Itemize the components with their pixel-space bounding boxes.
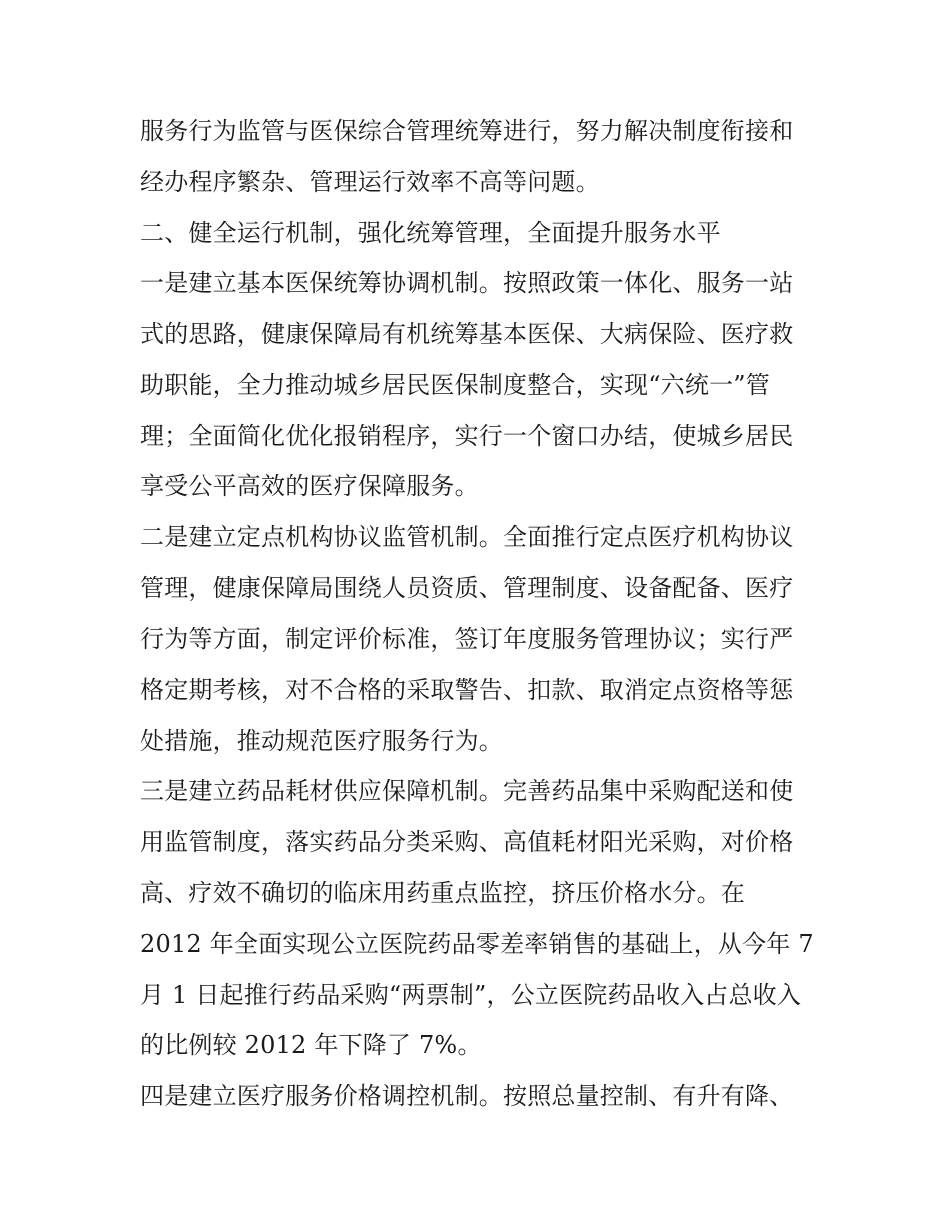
text-line: 助职能，全力推动城乡居民医保制度整合，实现“六统一”管 bbox=[140, 371, 770, 399]
text-line: 式的思路，健康保障局有机统筹基本医保、大病保险、医疗救 bbox=[140, 320, 794, 348]
text-line: 理；全面简化优化报销程序，实行一个窗口办结，使城乡居民 bbox=[140, 422, 794, 450]
section-heading: 二、健全运行机制，强化统筹管理，全面提升服务水平 bbox=[140, 219, 721, 247]
text-line: 服务行为监管与医保综合管理统筹进行，努力解决制度衔接和 bbox=[140, 117, 794, 145]
text-line: 处措施，推动规范医疗服务行为。 bbox=[140, 727, 503, 755]
text-line: 用监管制度，落实药品分类采购、高值耗材阳光采购，对价格 bbox=[140, 828, 794, 856]
text-line: 格定期考核，对不合格的采取警告、扣款、取消定点资格等惩 bbox=[140, 676, 794, 704]
text-line: 四是建立医疗服务价格调控机制。按照总量控制、有升有降、 bbox=[140, 1082, 794, 1110]
text-line: 享受公平高效的医疗保障服务。 bbox=[140, 472, 479, 500]
text-line: 三是建立药品耗材供应保障机制。完善药品集中采购配送和使 bbox=[140, 777, 794, 805]
text-line: 的比例较 2012 年下降了 7%。 bbox=[140, 1031, 482, 1059]
text-line: 行为等方面，制定评价标准，签订年度服务管理协议；实行严 bbox=[140, 625, 794, 653]
text-line: 二是建立定点机构协议监管机制。全面推行定点医疗机构协议 bbox=[140, 523, 794, 551]
text-line: 2012 年全面实现公立医院药品零差率销售的基础上，从今年 7 bbox=[140, 930, 814, 958]
text-line: 一是建立基本医保统筹协调机制。按照政策一体化、服务一站 bbox=[140, 269, 794, 297]
text-line: 高、疗效不确切的临床用药重点监控，挤压价格水分。在 bbox=[140, 879, 745, 907]
text-line: 月 1 日起推行药品采购“两票制”，公立医院药品收入占总收入 bbox=[140, 981, 802, 1009]
text-line: 管理，健康保障局围绕人员资质、管理制度、设备配备、医疗 bbox=[140, 574, 794, 602]
text-line: 经办程序繁杂、管理运行效率不高等问题。 bbox=[140, 168, 600, 196]
